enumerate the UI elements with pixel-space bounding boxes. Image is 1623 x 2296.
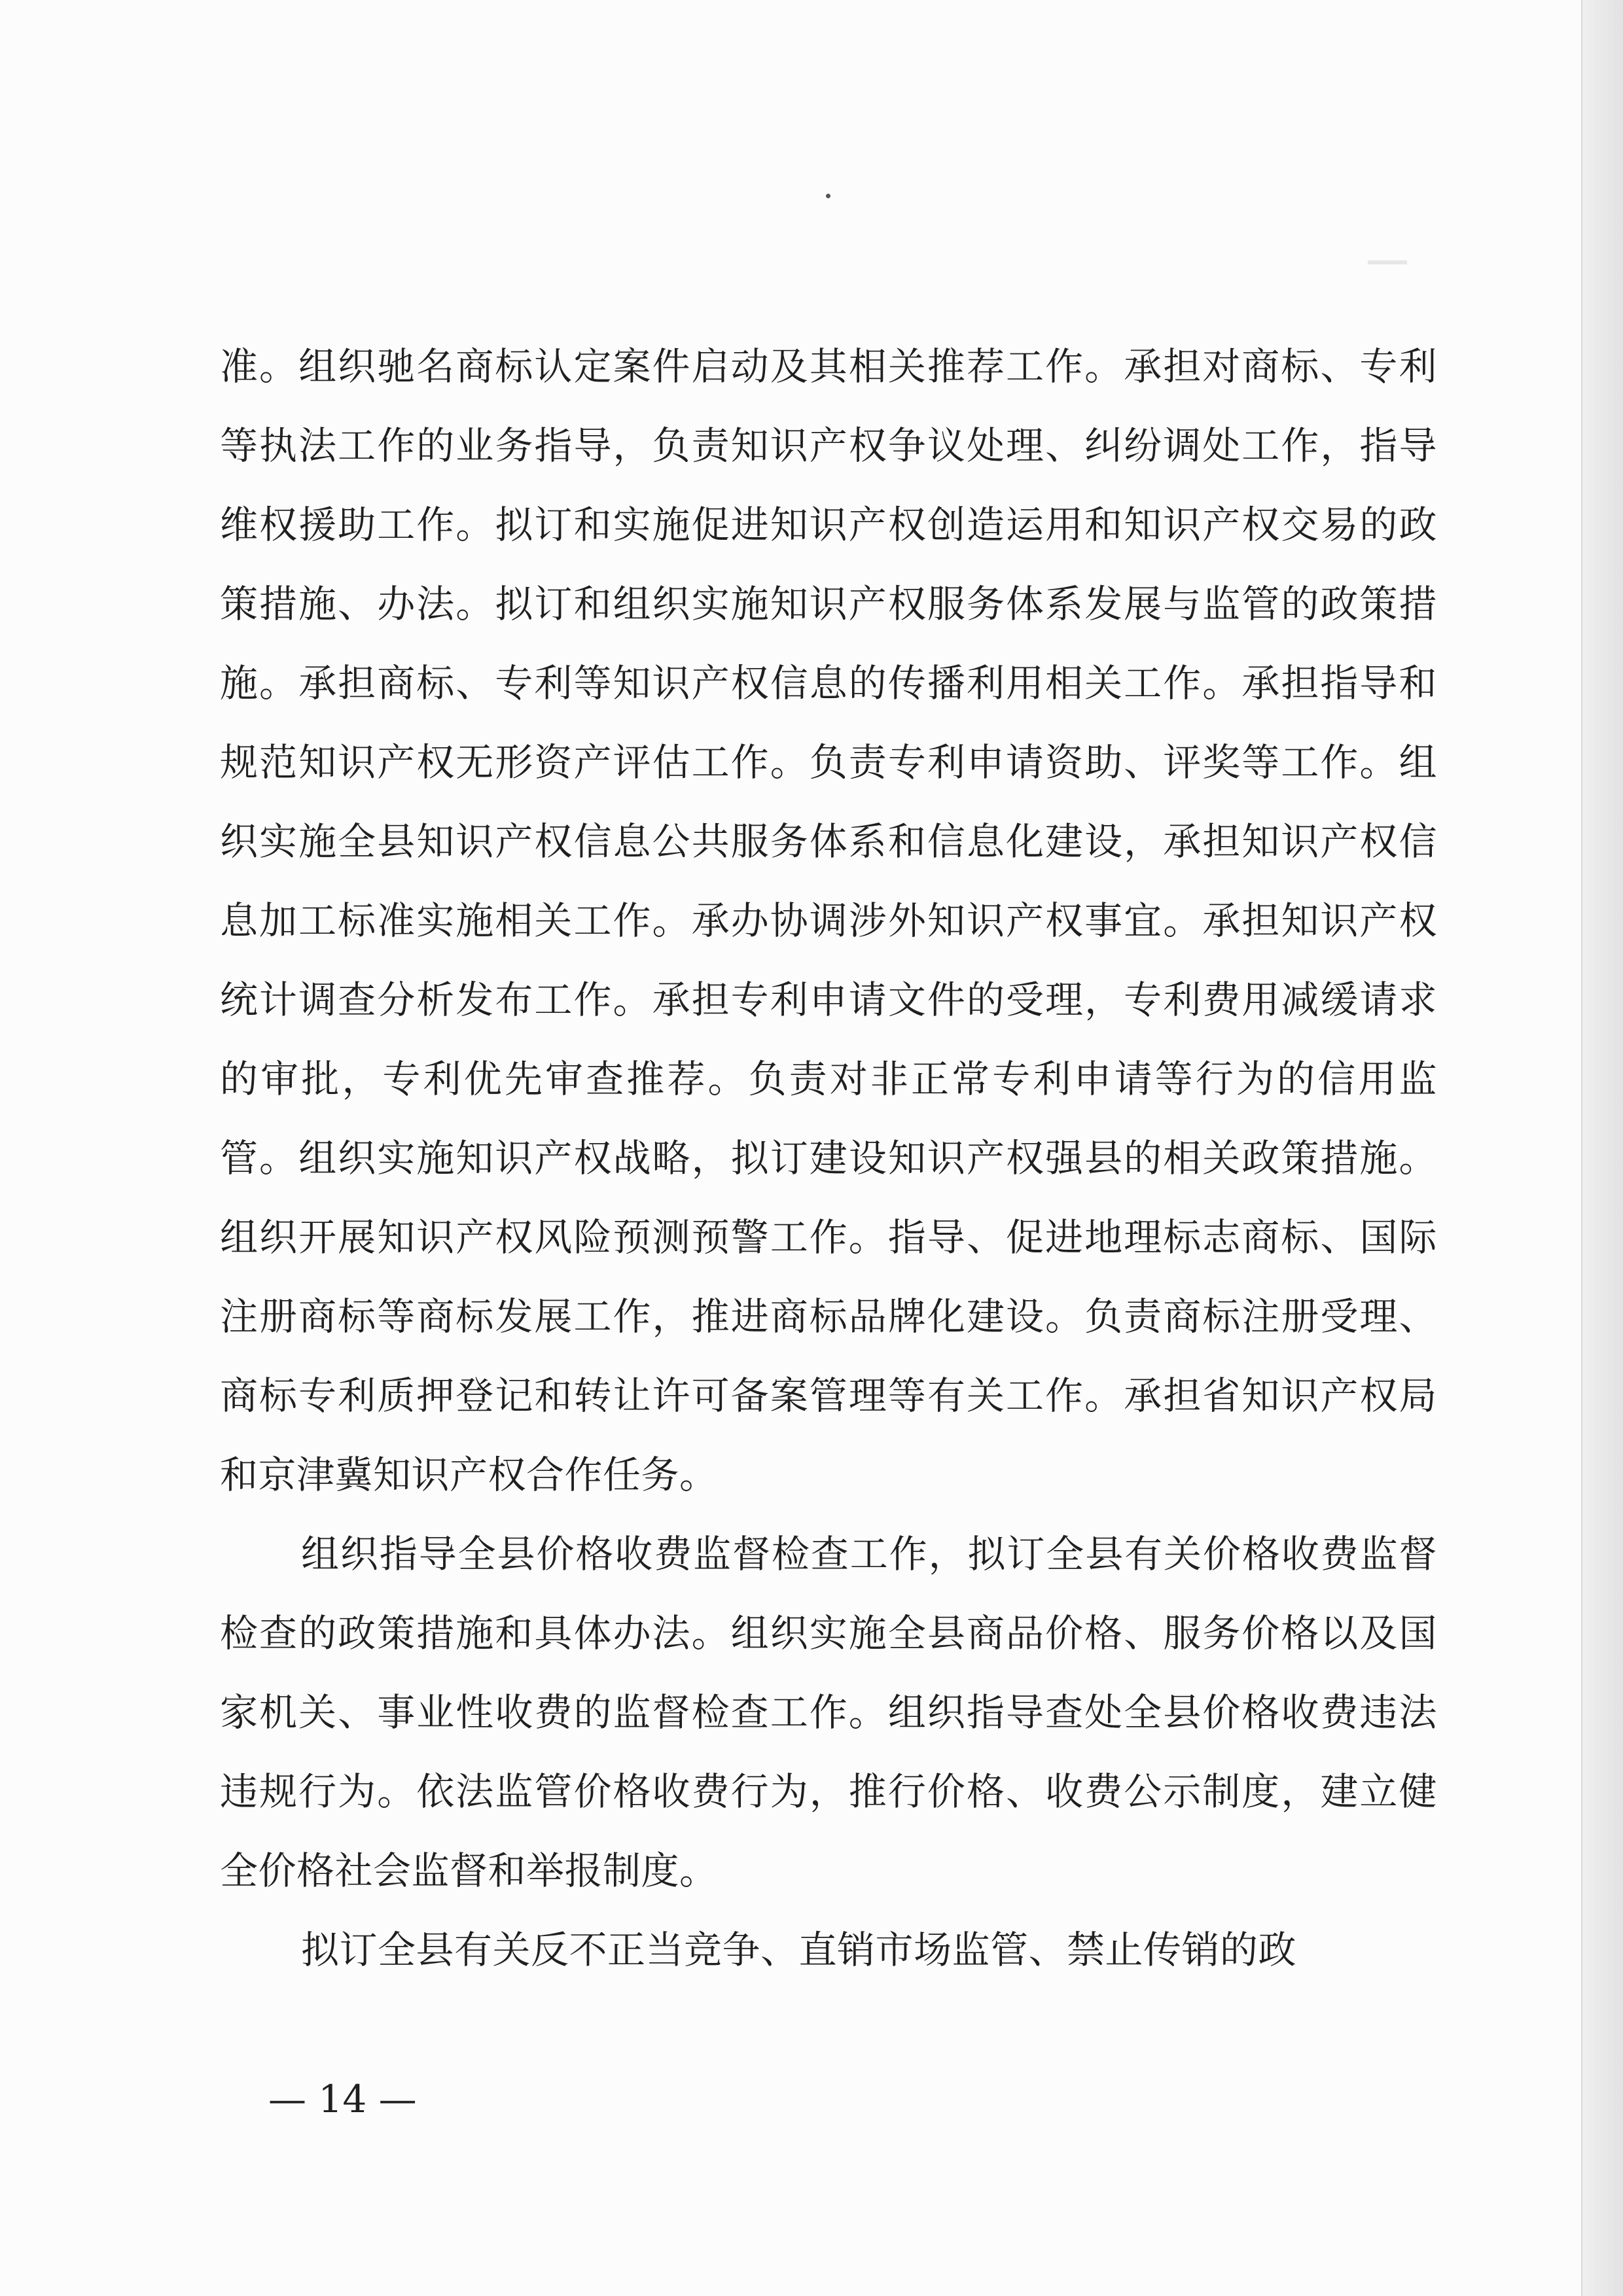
scan-speck xyxy=(826,194,830,198)
paragraph-price-supervision: 组织指导全县价格收费监督检查工作，拟订全县有关价格收费监督检查的政策措施和具体办法。组织实施全县商品价格、服务价格以及国家机关、事业性收费的监督检查工作。组织指导查处全县价格收费违法违规行为。依法监管价格收费行为，推行价格、收费公示制度，建立健全价格社会监督和举报制度。 xyxy=(220,1532,1437,1893)
document-body xyxy=(220,327,1437,1990)
page-number: — 14 — xyxy=(268,2077,417,2121)
page-edge xyxy=(1581,0,1623,2296)
scan-mark xyxy=(1368,260,1407,264)
paragraph-continued: 准。组织驰名商标认定案件启动及其相关推荐工作。承担对商标、专利等执法工作的业务指导，负责知识产权争议处理、纠纷调处工作，指导维权援助工作。拟订和实施促进知识产权创造运用和知识产权交易的政策措施、办法。拟订和组织实施知识产权服务体系发展与监管的政策措施。承担商标、专利等知识产权信息的传播利用相关工作。承担指导和规范知识产权无形资产评估工作。负责专利申请资助、评奖等工作。组织实施全县知识产权信息公共服务体系和信息化建设，承担知识产权信息加工标准实施相关工作。承办协调涉外知识产权事宜。承担知识产权统计调查分析发布工作。承担专利申请文件的受理，专利费用减缓请求的审批，专利优先审查推荐。负责对非正常专利申请等行为的信用监管。组织实施知识产权战略，拟订建设知识产权强县的相关政策措施。组织开展知识产权风险预测预警工作。指导、促进地理标志商标、国际注册商标等商标发展工作，推进商标品牌化建设。负责商标注册受理、商标专利质押登记和转让许可备案管理等有关工作。承担省知识产权局和京津冀知识产权合作任务。 xyxy=(220,344,1437,1497)
paragraph-unfair-competition: 拟订全县有关反不正当竞争、直销市场监管、禁止传销的政 xyxy=(301,1928,1297,1972)
